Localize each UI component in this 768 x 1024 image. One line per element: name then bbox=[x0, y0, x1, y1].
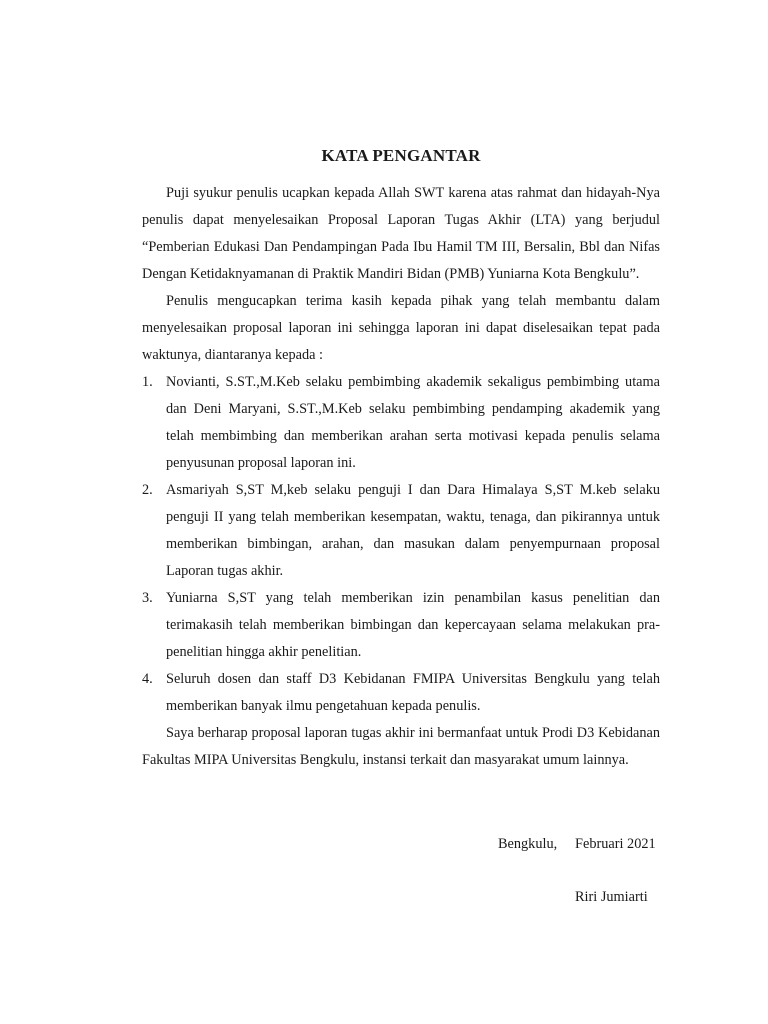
list-item-text: Novianti, S.ST.,M.Keb selaku pembimbing akademik sekaligus pembimbing utama dan Deni Maryani, S.ST.,M.Keb selaku pembimbing pendamping akademik yang telah membimbing dan memberikan arahan serta motivasi kepada penulis selama penyusunan proposal laporan ini. bbox=[166, 374, 660, 471]
place-date: Bengkulu, Februari 2021 bbox=[498, 836, 656, 852]
list-item-number: 2. bbox=[142, 482, 153, 498]
list-item bbox=[142, 369, 660, 477]
list-item bbox=[142, 477, 660, 585]
list-item bbox=[142, 585, 660, 666]
paragraph-closing: Saya berharap proposal laporan tugas akhir ini bermanfaat untuk Prodi D3 Kebidanan Fakultas MIPA Universitas Bengkulu, instansi terkait dan masyarakat umum lainnya. bbox=[142, 725, 660, 768]
list-item-number: 3. bbox=[142, 590, 153, 606]
document-body bbox=[142, 180, 660, 774]
page-title: KATA PENGANTAR bbox=[321, 146, 481, 165]
author-name: Riri Jumiarti bbox=[575, 889, 648, 905]
list-item-number: 1. bbox=[142, 374, 153, 390]
list-item-text: Seluruh dosen dan staff D3 Kebidanan FMIPA Universitas Bengkulu yang telah memberikan banyak ilmu pengetahuan kepada penulis. bbox=[166, 671, 660, 714]
list-item-text: Yuniarna S,ST yang telah memberikan izin penambilan kasus penelitian dan terimakasih telah memberikan bimbingan dan kepercayaan selama melakukan pra-penelitian hingga akhir penelitian. bbox=[166, 590, 660, 660]
list-item-text: Asmariyah S,ST M,keb selaku penguji I dan Dara Himalaya S,ST M.keb selaku penguji II yang telah memberikan kesempatan, waktu, tenaga, dan pikirannya untuk memberikan bimbingan, arahan, dan masukan dalam penyempurnaan proposal Laporan tugas akhir. bbox=[166, 482, 660, 579]
paragraph-thanks: Penulis mengucapkan terima kasih kepada pihak yang telah membantu dalam menyelesaikan proposal laporan ini sehingga laporan ini dapat diselesaikan tepat pada waktunya, diantaranya kepada : bbox=[142, 293, 660, 363]
list-item-number: 4. bbox=[142, 671, 153, 687]
list-item bbox=[142, 666, 660, 720]
paragraph-intro: Puji syukur penulis ucapkan kepada Allah SWT karena atas rahmat dan hidayah-Nya penulis dapat menyelesaikan Proposal Laporan Tugas Akhir (LTA) yang berjudul “Pemberian Edukasi Dan Pendampingan Pada Ibu Hamil TM III, Bersalin, Bbl dan Nifas Dengan Ketidaknyamanan di Praktik Mandiri Bidan (PMB) Yuniarna Kota Bengkulu”. bbox=[142, 185, 660, 282]
acknowledgement-list bbox=[142, 369, 660, 720]
